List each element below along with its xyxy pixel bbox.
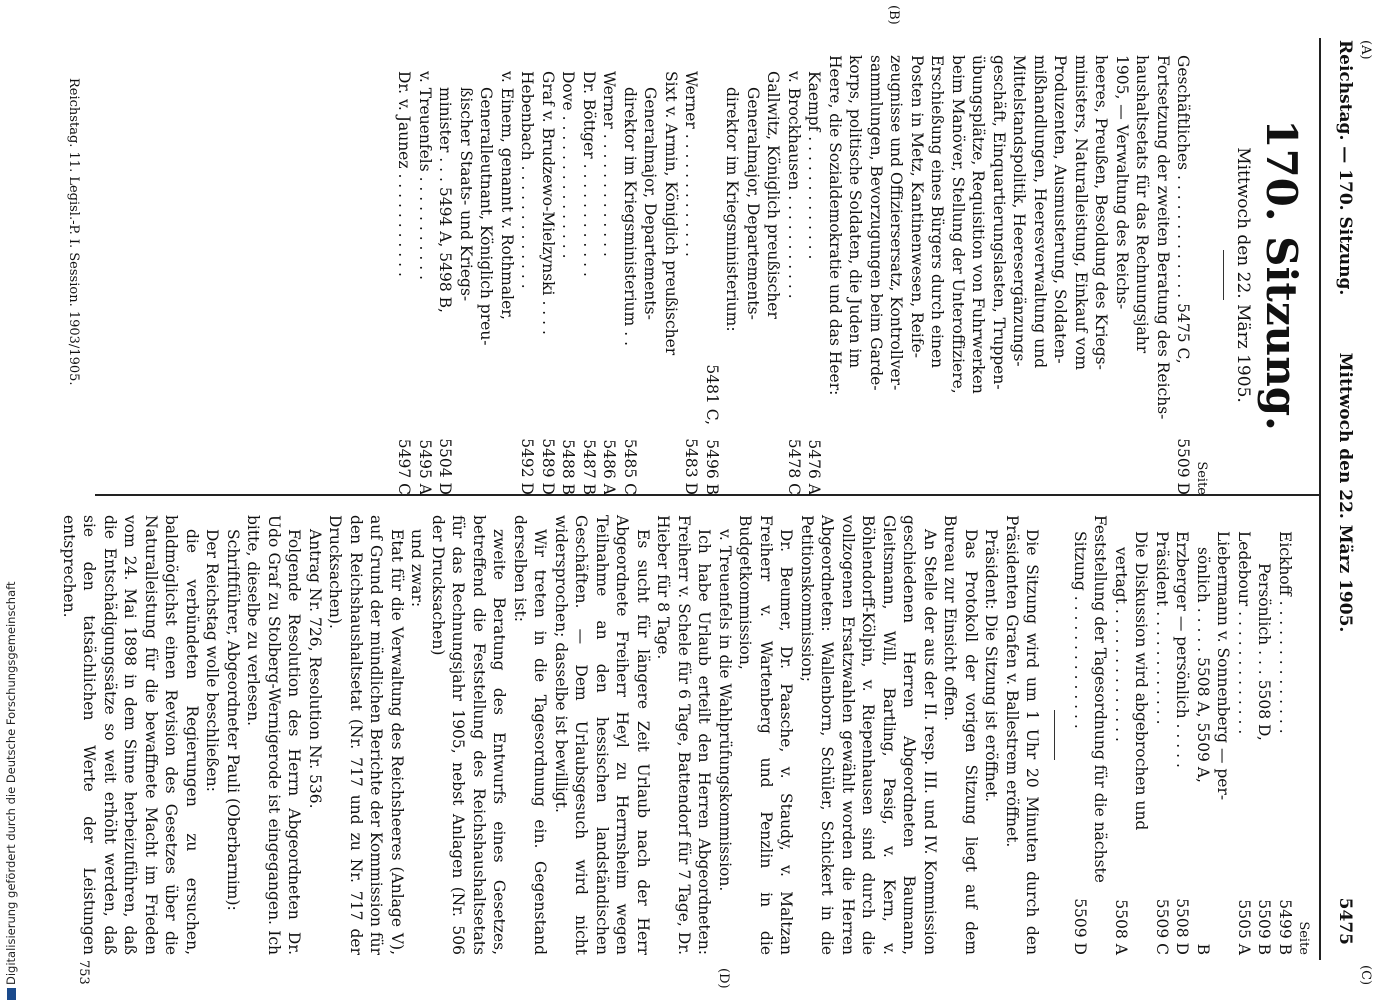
paragraph: Das Protokoll der vorigen Sitzung liegt auf dem Bureau zur Einsicht offen. (941, 515, 980, 955)
dfg-logo-icon (7, 988, 16, 1000)
funding-note: Digitalisierung gefördert durch die Deutsche Forschungsgemeinschaft (4, 0, 18, 1000)
margin-marker-d: (D) (716, 968, 731, 989)
toc-text: korps, politische Soldaten, die Juden im (846, 55, 865, 369)
page-reference: 5496 B (703, 439, 721, 495)
toc-line (517, 55, 538, 495)
toc-text: direktor im Kriegsministerium . . (621, 87, 639, 347)
margin-marker-a: (A) (1358, 40, 1373, 60)
toc-text: sönlich . . . . . 5508 A, 5509 A, (1194, 547, 1212, 783)
toc-text: v. Brockhausen . . . . . . . . . . . (785, 71, 803, 299)
page-reference: 5508 D (1173, 898, 1192, 955)
toc-text: Produzenten, Ausmusterung, Soldaten- (1051, 55, 1070, 364)
toc-line (579, 55, 600, 495)
margin-marker-c: (C) (1358, 965, 1373, 986)
toc-text: Werner . . . . . . . . . . . . . (682, 71, 701, 257)
toc-text: Hebenbach . . . . . . . . . . . . . (518, 71, 537, 289)
toc-line (1275, 515, 1296, 955)
toc-line (866, 55, 887, 495)
toc-line (927, 55, 948, 495)
toc-text: Erzberger — persönlich . . . . . (1173, 531, 1192, 768)
left-column (394, 55, 1313, 495)
toc-line (558, 55, 579, 495)
toc-text: Kaempf . . . . . . . . . . . . . (805, 71, 824, 260)
toc-text: Ledebour . . . . . . . . . . . . . (1235, 531, 1253, 735)
toc-line (1070, 515, 1091, 955)
toc-text: beim Manöver, Stellung der Unteroffiziere, (949, 55, 967, 394)
paragraph: Wir treten in die Tagesordnung ein. Gegenstand derselben ist: (511, 515, 550, 955)
toc-text: Die Diskussion wird abgebrochen und (1132, 531, 1151, 831)
toc-line (845, 55, 866, 495)
toc-text: direktor im Kriegsministerium: (723, 87, 742, 332)
toc-text: geschäft, Einquartierungslasten, Truppen- (990, 55, 1008, 390)
toc-line (661, 55, 682, 495)
toc-text: Eickhoff . . . . . . . . . . . . . . (1276, 531, 1294, 734)
paragraph: Folgende Resolution des Herrn Abgeordneten Dr. Udo Graf zu Stolberg-Wernigerode ist eingegangen. Ich bitte, dieselbe zu verlesen. (244, 515, 304, 955)
toc-text: Werner . . . . . . . . . . . . . (600, 71, 619, 257)
toc-line (948, 55, 969, 495)
footer-number: 753 (76, 960, 91, 985)
toc-text: Generalleutnant, Königlich preu- (477, 87, 496, 346)
page-reference: B (1194, 943, 1212, 955)
paragraph: Etat für die Verwaltung des Reichsheeres (Anlage V), auf Grund der mündlichen Berichte der Kommission für den Reichshaushaltsetat (Nr. 717 und zu Nr. 717 der Drucksachen). (326, 515, 406, 955)
toc-line (415, 55, 436, 495)
toc-line (538, 55, 559, 495)
toc-line (763, 55, 784, 495)
toc-line (1234, 515, 1255, 955)
toc-text: Sitzung . . . . . . . . . . . . . . (1071, 531, 1089, 729)
toc-line (1009, 55, 1030, 495)
toc-text: Erschießung eines Bürgers durch einen (928, 55, 947, 369)
toc-text: 5481 C, (703, 364, 721, 425)
toc-text: Heere, die Sozialdemokratie und das Heer: (826, 55, 844, 396)
seite-label: Seite (1194, 461, 1210, 495)
paragraph: Dr. Beumer, Dr. Paasche, v. Staudy, v. Maltzan Freiherr v. Wartenberg und Penzlin in die Budgetkommission, (736, 515, 796, 955)
toc-text: sammlungen, Bevorzugungen beim Garde- (867, 55, 885, 391)
toc-text: Posten in Metz, Kantinenwesen, Reife- (908, 55, 926, 359)
toc-line (394, 55, 415, 495)
toc-text: 1905, — Verwaltung des Reichs- (1113, 55, 1131, 310)
page-reference: 5485 C (621, 438, 639, 495)
header-center: Mittwoch den 22. März 1905. (1335, 352, 1355, 633)
toc-text: Dr. Böttger . . . . . . . . . . . . (580, 71, 598, 277)
toc-text: Generalmajor, Departements- (744, 87, 762, 320)
toc-text: Persönlich . . . 5508 D, (1255, 563, 1274, 741)
toc-text: heeres, Preußen, Besoldung des Kriegs- (1092, 55, 1111, 370)
toc-line (702, 55, 723, 495)
toc-text: Sixt v. Armin, Königlich preußischer (662, 71, 680, 356)
toc-line (1213, 515, 1234, 955)
page-reference: 5509 D (1071, 898, 1089, 955)
page-reference: 5483 D (682, 438, 701, 495)
page-reference: 5486 A (600, 439, 619, 495)
divider (1224, 250, 1225, 300)
toc-line (968, 55, 989, 495)
page-reference: 5505 A (1235, 899, 1253, 955)
toc-line (1050, 55, 1071, 495)
page-reference: 5487 B (580, 439, 598, 495)
toc-line (1071, 55, 1092, 495)
toc-text: Liebermann v. Sonnenberg — per- (1214, 531, 1233, 801)
toc-line (476, 55, 497, 495)
session-date: Mittwoch den 22. März 1905. (1233, 147, 1253, 403)
toc-line (1091, 55, 1112, 495)
toc-line (640, 55, 661, 495)
seite-label: Seite (1296, 921, 1311, 955)
toc-line (989, 55, 1010, 495)
page-reference: 5504 D (436, 438, 455, 495)
toc-line (681, 55, 702, 495)
toc-text: Feststellung der Tagesordnung für die nächste (1091, 515, 1110, 883)
toc-line (1152, 515, 1173, 955)
page-reference: 5509 C (1153, 898, 1171, 955)
toc-text: Graf v. Brudzewo-Mielzynski . . . . (539, 71, 557, 335)
page-reference: 5508 A (1112, 899, 1130, 955)
toc-text: v. Einem, genannt v. Rothmaler, (498, 71, 516, 320)
toc-line (1131, 515, 1152, 955)
toc-text: Fortsetzung der zweiten Beratung des Reichs- (1154, 55, 1172, 420)
toc-line (1111, 515, 1132, 955)
toc-line (886, 55, 907, 495)
toc-line (1132, 55, 1153, 495)
page-reference: 5478 C (785, 438, 803, 495)
toc-line (1112, 55, 1133, 495)
divider (1055, 710, 1056, 760)
toc-line (804, 55, 825, 495)
paragraph: Antrag Nr. 726, Resolution Nr. 536. (306, 529, 324, 809)
margin-marker-b: (B) (886, 5, 901, 25)
toc-line (435, 55, 456, 495)
toc-text: übungsplätze, Requisition von Fuhrwerken (969, 55, 988, 394)
toc-line (907, 55, 928, 495)
page-reference: 5509 D (1174, 438, 1193, 495)
paragraph: und zwar: (408, 529, 427, 608)
toc-text: mißhandlungen, Heeresverwaltung und (1031, 55, 1049, 369)
page-number: 5475 (1335, 897, 1355, 945)
toc-line (743, 55, 764, 495)
paragraph: die verbündeten Regierungen zu ersuchen, baldmöglichst einen Revision des Gesetzes über die Naturalleistung für die bewaffnete Macht im Frieden vom 24. Mai 1898 in dem Sinne herbeizuführen, daß die Entschädigungssätze so weit erhöht werden, daß sie den tatsächlichen Werte der Leistungen entsprechen. (60, 515, 201, 955)
paragraph: Schriftführer, Abgeordneter Pauli (Oberbarnim): (224, 529, 242, 911)
right-column (59, 515, 1314, 955)
toc-text: Geschäftliches . . . . . . . . . . . . . 5475 C, (1174, 55, 1193, 364)
toc-line (1030, 55, 1051, 495)
paragraph: zweite Beratung des Entwurfs eines Gesetzes, betreffend die Feststellung des Reichshaushaltsetats für das Rechnungsjahr 1905, nebst Anlagen (Nr. 506 der Drucksachen) (429, 515, 509, 955)
proceedings-text (59, 515, 1043, 955)
toc-text: vertagt . . . . . . . . . . . . . . (1112, 547, 1130, 742)
page-reference: 5509 B (1255, 899, 1274, 955)
paragraph: Es sucht für längere Zeit Urlaub nach der Herr Abgeordnete Freiherr Heyl zu Herrnsheim wegen Teilnahme an den hessischen landständischen Geschäften. — Dem Urlaubsgesuch wird nicht widersprochen; dasselbe ist bewilligt. (552, 515, 652, 955)
toc-text: minister . . . 5494 A, 5498 B, (436, 87, 455, 313)
header-left: Reichstag. — 170. Sitzung. (1335, 40, 1355, 296)
toc-line (1193, 515, 1214, 955)
toc-text: Gallwitz, Königlich preußischer (764, 71, 783, 319)
page-reference: 5489 D (539, 438, 557, 495)
paragraph: An Stelle der aus der II. resp. III. und IV. Kommission geschiedenen Herren Abgeordneten Baumann, Gleitsmann, Will, Bartling, Pasig, v. Kern, v. Böhlendorff-Kölpin, v. Riepenhausen sind durch die vollzogenen Ersatzwahlen gewählt worden die Herren Abgeordneten: Wallenborn, Schüler, Schickert in die Petitionskommission; (798, 515, 939, 955)
page-reference: 5492 D (518, 438, 537, 495)
toc-line (784, 55, 805, 495)
toc-text: Mittelstandspolitik, Heeresergänzungs- (1010, 55, 1029, 367)
footer-session: Reichstag. 11. Legisl.-P. I. Session. 1903/1905. (66, 78, 81, 386)
page-reference: 5497 C (395, 438, 414, 495)
paragraph: Ich habe Urlaub erteilt den Herren Abgeordneten: Freiherr v. Schele für 6 Tage, Battendorf für 7 Tage, Dr. Hieber für 8 Tage. (654, 515, 714, 955)
toc-line (620, 55, 641, 495)
toc-line (599, 55, 620, 495)
toc-line (456, 55, 477, 495)
toc-line (1172, 515, 1193, 955)
session-title: 170. Sitzung. (1257, 119, 1306, 431)
header-rule (1319, 38, 1321, 960)
paragraph: Die Sitzung wird um 1 Uhr 20 Minuten durch den Präsidenten Grafen v. Ballestrem eröffnet. (1003, 515, 1042, 955)
toc-text: zeugnisse und Offiziersersatz, Kontrollver- (887, 55, 906, 391)
toc-text: Präsident . . . . . . . . . . . . (1153, 531, 1171, 725)
paragraph: Der Reichstag wolle beschließen: (203, 529, 222, 792)
toc-text: Dr. v. Jaunez . . . . . . . . . . . (395, 71, 414, 277)
toc-line (722, 55, 743, 495)
toc-line (1173, 55, 1194, 495)
toc-line (1254, 515, 1275, 955)
toc-text: haushaltsetats für das Rechnungsjahr (1133, 55, 1152, 354)
toc-text: v. Treuenfels . . . . . . . . . . . (416, 71, 434, 281)
page-reference: 5495 A (416, 439, 434, 495)
toc-entries (1070, 515, 1296, 955)
paragraph: Präsident: Die Sitzung ist eröffnet. (982, 529, 1001, 803)
toc-text: ministers, Naturalleistung, Einkauf vom (1072, 55, 1090, 371)
toc-line (1090, 515, 1111, 955)
paragraph: v. Treuenfels in die Wahlprüfungskommission. (716, 529, 734, 892)
toc-line (1153, 55, 1174, 495)
toc-entries (394, 55, 1194, 495)
toc-line (497, 55, 518, 495)
toc-text: Generalmajor, Departements- (641, 87, 660, 320)
toc-text: ßischer Staats- und Kriegs- (457, 87, 475, 302)
toc-text: Dove . . . . . . . . . . . . . . . (559, 71, 578, 259)
page-reference: 5499 B (1276, 899, 1294, 955)
page-reference: 5476 A (805, 439, 824, 495)
page-reference: 5488 B (559, 439, 578, 495)
toc-line (825, 55, 846, 495)
